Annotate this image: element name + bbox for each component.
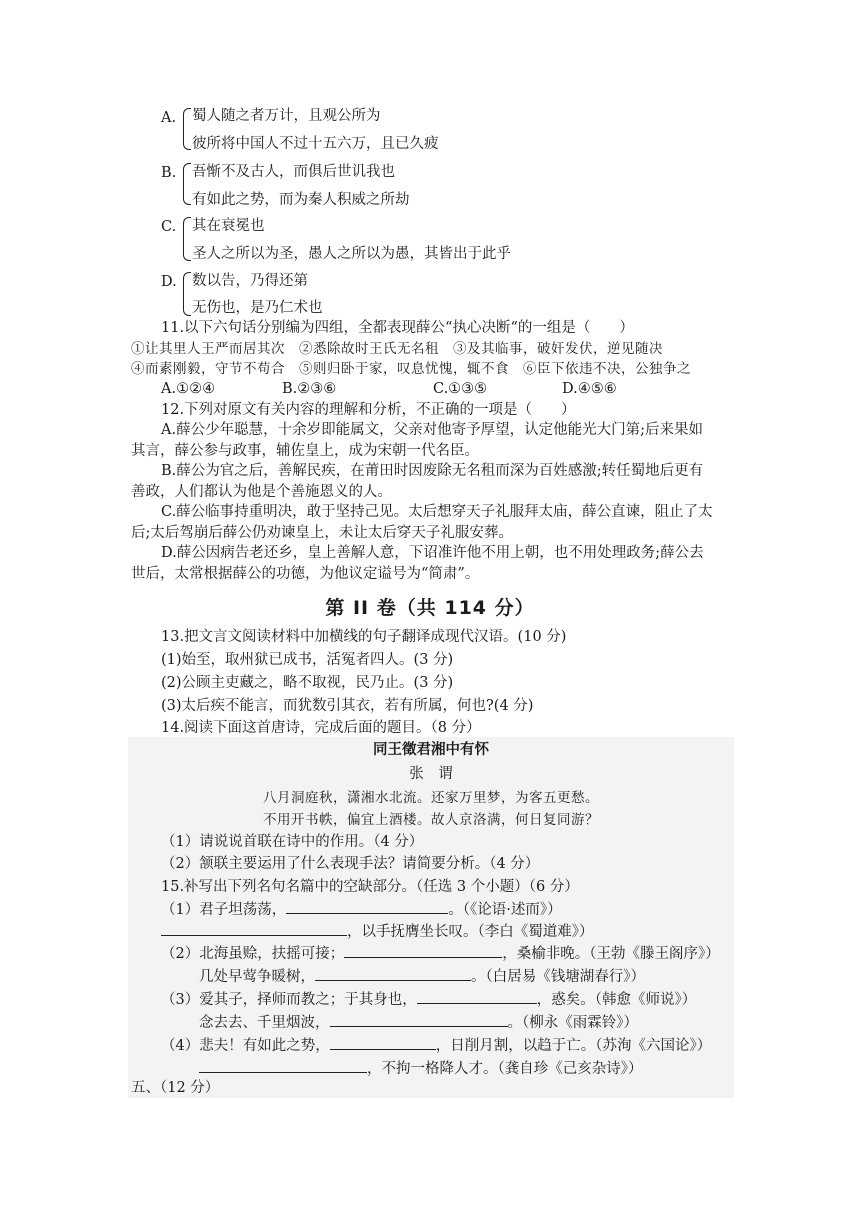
option-letter: D. (161, 274, 177, 290)
q12-option-d: D.薛公因病告老还乡，皇上善解人意，下诏准许他不用上朝，也不用处理政务;薛公去 (161, 545, 704, 561)
q15-text: 。（柳永《雨霖铃》） (507, 1015, 638, 1031)
q15-text: 。（白居易《钱塘湖春行》） (471, 969, 645, 985)
q12-option-c-cont: 后;太后驾崩后薛公仍劝谏皇上，未让太后穿天子礼服安葬。 (131, 525, 513, 541)
poem-author: 张 谓 (409, 766, 453, 782)
q15-item-4 (161, 1035, 711, 1056)
q11-choice-a: A.①②④ (161, 381, 216, 397)
q15-text: ，以手抚膺坐长叹。（李白《蜀道难》） (347, 924, 594, 940)
q15-text: 念去去、千里烟波， (199, 1015, 330, 1031)
q12-option-a: A.薛公少年聪慧，十余岁即能属文，父亲对他寄予厚望，认定他能光大门第;后来果如 (161, 422, 703, 438)
poem-title: 同王徵君湘中有怀 (373, 741, 489, 758)
q15-text: ，日削月割，以趋于亡。（苏洵《六国论》） (435, 1038, 712, 1054)
option-letter: B. (161, 165, 177, 181)
option-letter: C. (161, 219, 177, 235)
option-letter: A. (161, 110, 177, 126)
option-line: 彼所将中国人不过十五六万，且已久疲 (192, 136, 439, 152)
option-line: 数以告，乃得还第 (192, 273, 308, 289)
q11-choice-c: C.①③⑤ (433, 381, 488, 397)
answer-blank[interactable] (286, 899, 448, 914)
q11-items: ①让其里人王严而居其次 ②悉除故时王氏无名租 ③及其临事，破奸发伏，逆见随决 (131, 341, 663, 357)
q11-items: ④而素刚毅，守节不苟合 ⑤则归卧于家，叹息忧愧，辄不食 ⑥臣下依违不决，公独争之 (131, 361, 691, 377)
brace-icon (183, 217, 191, 261)
q15-text: 。（《论语·述而》） (448, 902, 562, 918)
q13-sentence: (3)太后疾不能言，而犹数引其衣，若有所属，何也?(4 分) (161, 698, 534, 714)
option-line: 其在衰冕也 (192, 218, 265, 234)
answer-blank[interactable] (344, 943, 502, 958)
q13-sentence: (2)公顾主吏藏之，略不取视，民乃止。(3 分) (161, 675, 454, 691)
q15-item-2 (161, 943, 720, 964)
q15-text: ，桑榆非晚。（王勃《滕王阁序》） (502, 946, 720, 962)
answer-blank[interactable] (330, 1012, 508, 1027)
q15-text: 几处早莺争暖树， (199, 969, 315, 985)
q15-item-4-cont (199, 1058, 643, 1079)
brace-icon (183, 108, 191, 150)
q11-choice-b: B.②③⑥ (282, 381, 337, 397)
q13-stem: 13.把文言文阅读材料中加横线的句子翻译成现代汉语。(10 分) (161, 629, 567, 645)
q15-item-3-cont (199, 1012, 638, 1033)
q12-option-a-cont: 其言，薛公参与政事，辅佐皇上，成为宋朝一代名臣。 (131, 443, 479, 459)
q15-text: （3）爱其子，择师而教之；于其身也， (161, 992, 417, 1008)
q14-stem: 14.阅读下面这首唐诗，完成后面的题目。（8 分） (161, 720, 481, 736)
q15-text: ，不拘一格降人才。（龚自珍《己亥杂诗》） (367, 1061, 643, 1077)
q14-sub: （2）颔联主要运用了什么表现手法？请简要分析。（4 分） (161, 856, 540, 872)
q15-stem: 15.补写出下列名句名篇中的空缺部分。（任选 3 个小题）（6 分） (161, 879, 579, 895)
section-title: 第 II 卷（共 114 分） (325, 597, 535, 619)
q12-stem: 12.下列对原文有关内容的理解和分析，不正确的一项是（ ） (161, 402, 576, 418)
q13-sentence: (1)始至，取州狱已成书，活冤者四人。(3 分) (161, 652, 454, 668)
q15-item-1-cont (161, 921, 594, 942)
brace-icon (183, 163, 191, 205)
answer-blank[interactable] (330, 1035, 436, 1050)
q11-stem: 11.以下六句话分别编为四组，全都表现薛公“执心决断“的一组是（ ） (161, 320, 634, 336)
q15-item-2-cont (199, 966, 645, 987)
brace-icon (183, 272, 191, 316)
q15-text: （2）北海虽赊，扶摇可接； (161, 946, 345, 962)
poem-line: 不用开书帙，偏宜上酒楼。故人京洛满，何日复同游？ (263, 812, 599, 828)
option-line: 圣人之所以为圣，愚人之所以为愚，其皆出于此乎 (192, 246, 511, 262)
q14-sub: （1）请说说首联在诗中的作用。（4 分） (161, 834, 424, 850)
q12-option-c: C.薛公临事持重明决，敢于坚持己见。太后想穿天子礼服拜太庙，薛公直谏，阻止了太 (161, 504, 713, 520)
q12-option-b: B.薛公为官之后，善解民疾，在莆田时因废除无名租而深为百姓感激;转任蜀地后更有 (161, 463, 704, 479)
option-line: 吾惭不及古人，而俱后世讥我也 (192, 164, 395, 180)
q5-heading: 五、（12 分） (131, 1080, 220, 1096)
q12-option-d-cont: 世后，太常根据薛公的功德，为他议定谥号为“简肃”。 (131, 566, 480, 582)
q15-text: （4）悲夫！有如此之势， (161, 1038, 330, 1054)
poem-line: 八月洞庭秋，潇湘水北流。还家万里梦，为客五更愁。 (263, 790, 599, 806)
q15-text: （1）君子坦荡荡， (161, 902, 287, 918)
answer-blank[interactable] (199, 1058, 367, 1073)
option-line: 有如此之势，而为秦人积威之所劫 (192, 192, 410, 208)
q15-item-1 (161, 899, 562, 920)
q15-text: ，惑矣。（韩愈《师说》） (536, 992, 697, 1008)
q11-choice-d: D.④⑤⑥ (562, 381, 617, 397)
answer-blank[interactable] (315, 966, 471, 981)
answer-blank[interactable] (417, 989, 537, 1004)
option-line: 蜀人随之者万计，且观公所为 (192, 108, 381, 124)
q15-item-3 (161, 989, 696, 1010)
answer-blank[interactable] (161, 921, 347, 936)
q12-option-b-cont: 善政，人们都认为他是个善施恩义的人。 (131, 484, 392, 500)
option-line: 无伤也，是乃仁术也 (192, 300, 323, 316)
